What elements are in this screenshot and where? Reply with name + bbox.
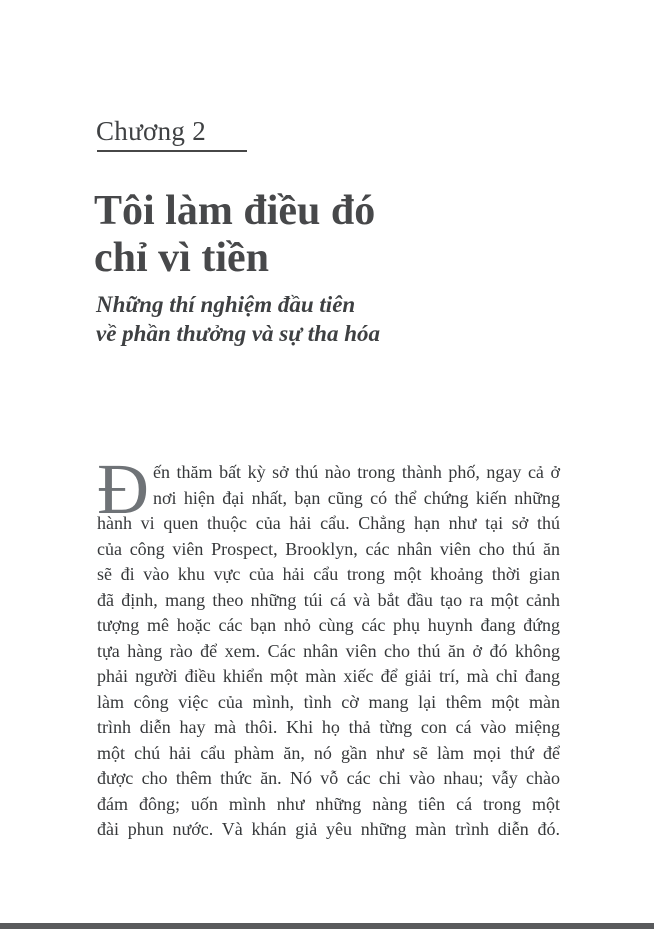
- body-line: phải người điều khiển một màn xiếc để giải trí, mà chỉ đang: [97, 666, 560, 686]
- body-line: trình diễn hay mà thôi. Khi họ thả từng con cá vào miệng: [97, 717, 560, 737]
- chapter-label: Chương 2: [96, 116, 207, 146]
- body-line: một chú hải cẩu phàm ăn, nó gần như sẽ làm mọi thứ để: [97, 742, 560, 763]
- body-line: hành vi quen thuộc của hải cẩu. Chẳng hạn như tại sở thú: [97, 513, 560, 533]
- drop-cap: Đ: [97, 449, 149, 529]
- bottom-bar-divider: [0, 923, 654, 929]
- body-line: làm công việc của mình, tình cờ mang lại thêm một màn: [97, 691, 560, 712]
- body-line: của công viên Prospect, Brooklyn, các nhân viên cho thú ăn: [97, 538, 560, 559]
- body-line: sẽ đi vào khu vực của hải cẩu trong một khoảng thời gian: [97, 564, 560, 584]
- body-line: đã định, mang theo những túi cá và bắt đầu tạo ra một cảnh: [97, 589, 560, 610]
- body-line: ến thăm bất kỳ sở thú nào trong thành phố, ngay cả ở: [153, 462, 560, 482]
- chapter-subtitle: [96, 291, 380, 348]
- chapter-title-line-1: Tôi làm điều đó: [94, 188, 376, 234]
- body-line: đài phun nước. Và khán giả yêu những màn trình diễn đó.: [97, 819, 560, 839]
- body-paragraph: [97, 449, 560, 843]
- chapter-title: [94, 188, 375, 282]
- body-line: nơi hiện đại nhất, bạn cũng có thể chứng kiến những: [153, 487, 560, 508]
- body-line: tựa hàng rào để xem. Các nhân viên cho thú ăn ở đó không: [97, 640, 560, 661]
- chapter-title-line-2: chỉ vì tiền: [94, 235, 269, 281]
- body-line: tượng mê hoặc các bạn nhỏ cùng các phụ huynh đang đứng: [97, 615, 560, 635]
- chapter-subtitle-line-1: Những thí nghiệm đầu tiên: [96, 292, 356, 317]
- body-line: được cho thêm thức ăn. Nó vỗ các chi vào nhau; vẫy chào: [97, 768, 560, 788]
- chapter-subtitle-line-2: về phần thưởng và sự tha hóa: [96, 320, 381, 346]
- chapter-rule-divider: [97, 150, 247, 152]
- body-line: đám đông; uốn mình như những nàng tiên cá trong một: [97, 793, 560, 814]
